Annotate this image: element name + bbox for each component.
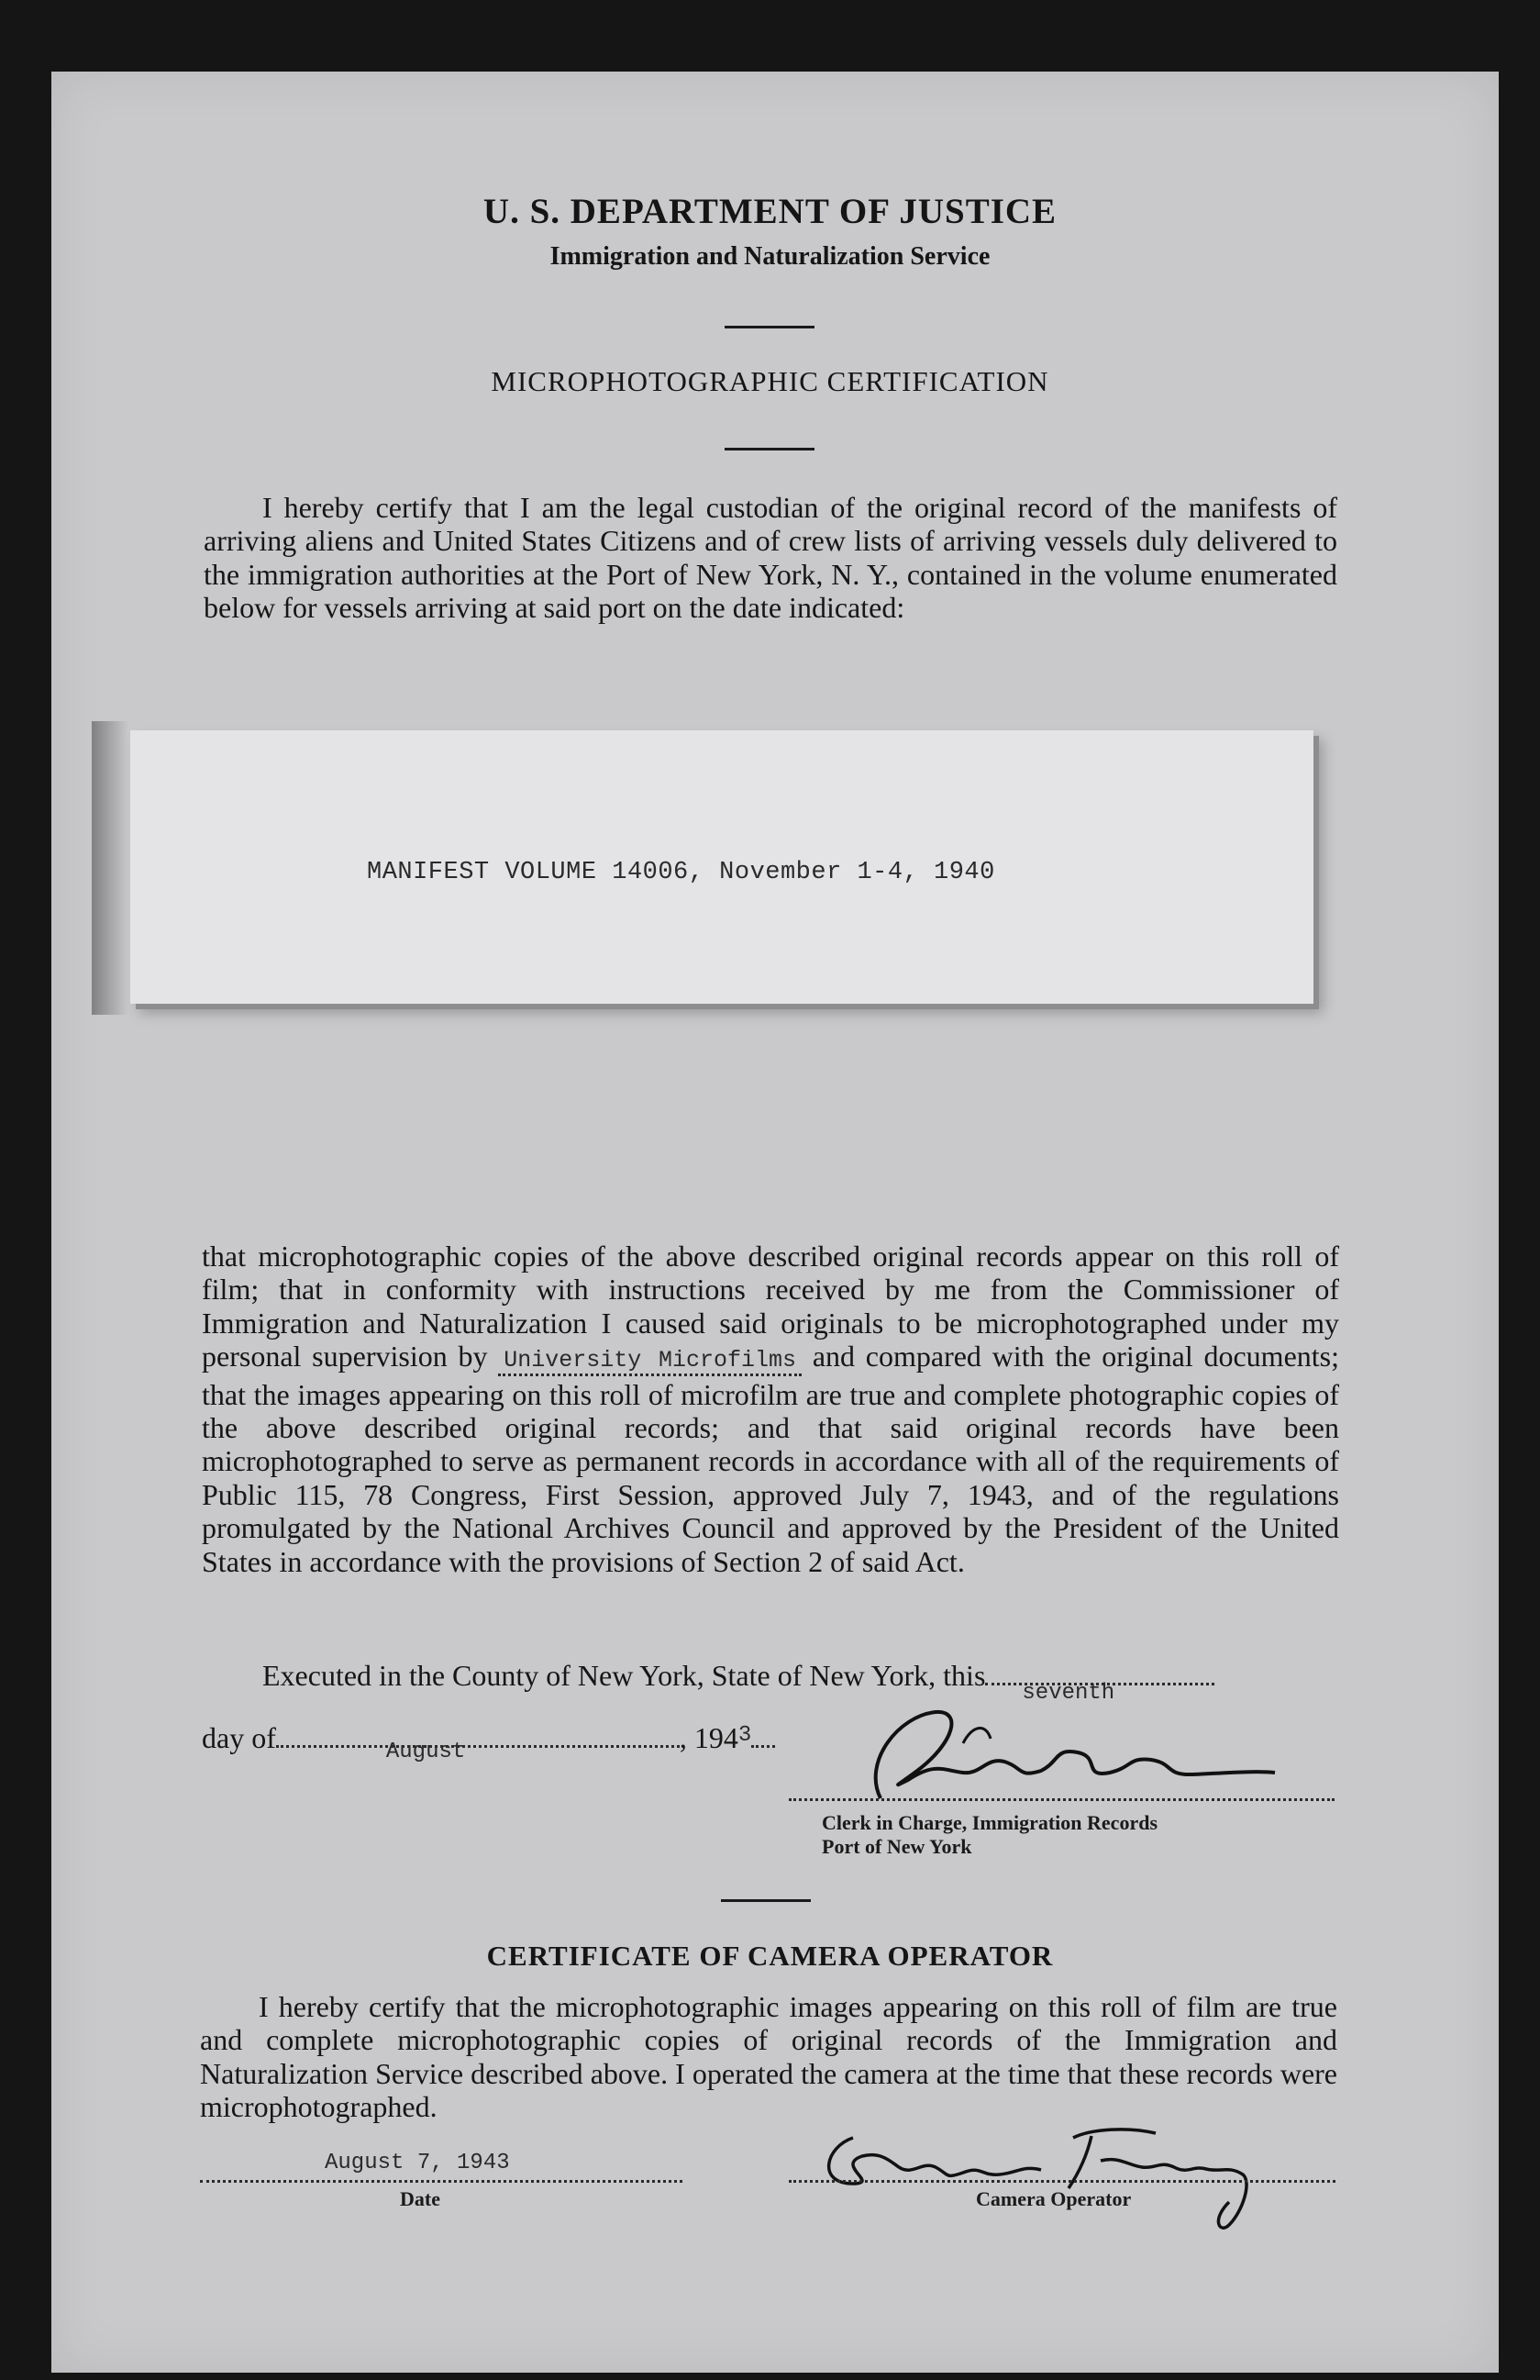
executed-line <box>262 1659 1214 1706</box>
date-line <box>200 2180 682 2183</box>
day-of-label: day of <box>202 1721 276 1754</box>
camera-date-value: August 7, 1943 <box>325 2151 510 2175</box>
operator-label: Camera Operator <box>976 2187 1132 2210</box>
executed-text: Executed in the County of New York, State of New York, this <box>262 1659 986 1692</box>
filmer-name: University Microfilms <box>498 1347 802 1376</box>
executed-day-field <box>985 1681 1214 1706</box>
slip-shadow <box>92 721 128 1015</box>
clerk-signature <box>825 1707 1284 1807</box>
camera-divider <box>721 1899 811 1902</box>
certification-title: MICROPHOTOGRAPHIC CERTIFICATION <box>491 365 1049 397</box>
department-heading: U. S. DEPARTMENT OF JUSTICE <box>482 192 1058 231</box>
clerk-signature-line <box>789 1798 1335 1801</box>
month-field <box>276 1740 680 1764</box>
body-part2: and compared with the original documents; that the images appearing on this roll of microfilm are true and complete photographic copies of the above described original records; and that said original records have been microphotographed to serve as permanent records in accordance with all of the requirements of Public 115, 78 Congress, First Session, approved July 7, 1943, and of the regulations promulgated by the National Archives Council and approved by the President of the United States in accordance with the provisions of Section 2 of said Act. <box>202 1340 1340 1578</box>
certification-body <box>202 1240 1339 1578</box>
header-divider-bottom <box>725 448 814 450</box>
year-prefix: , 194 <box>679 1721 738 1754</box>
day-of-line <box>202 1721 775 1764</box>
service-subheading: Immigration and Naturalization Service <box>549 242 991 271</box>
camera-paragraph: I hereby certify that the microphotographic images appearing on this roll of film are true and complete microphotographic copies of original records of the Immigration and Naturalization Service described above. I operated the camera at the time that these records were microphotographed. <box>200 1990 1337 2124</box>
executed-month: August <box>385 1740 466 1764</box>
intro-paragraph: I hereby certify that I am the legal custodian of the original record of the manifests of arriving aliens and United States Citizens and of crew lists of arriving vessels duly delivered to the immigration authorities at the Port of New York, N. Y., contained in the volume enumerated below for vessels arriving at said port on the date indicated: <box>204 491 1337 625</box>
operator-signature-line <box>789 2180 1335 2183</box>
camera-heading: CERTIFICATE OF CAMERA OPERATOR <box>486 1940 1054 1972</box>
volume-slip-text: MANIFEST VOLUME 14006, November 1-4, 1940 <box>367 859 995 886</box>
clerk-title-line2: Port of New York <box>822 1835 972 1858</box>
camera-operator-signature <box>798 2110 1312 2239</box>
year-digit: 3 <box>737 1723 752 1748</box>
executed-day: seventh <box>1022 1681 1115 1706</box>
clerk-title-line1: Clerk in Charge, Immigration Records <box>822 1811 1158 1834</box>
header-divider-top <box>725 326 814 328</box>
volume-slip <box>130 730 1313 1004</box>
year-dots <box>751 1745 775 1748</box>
body-part1: that microphotographic copies of the above described original records appear on this roll of film; that in conformity with instructions received by me from the Commissioner of Immigration and Naturalization I caused said originals to be microphotographed under my personal supervision by <box>202 1240 1339 1374</box>
date-label: Date <box>400 2187 440 2210</box>
